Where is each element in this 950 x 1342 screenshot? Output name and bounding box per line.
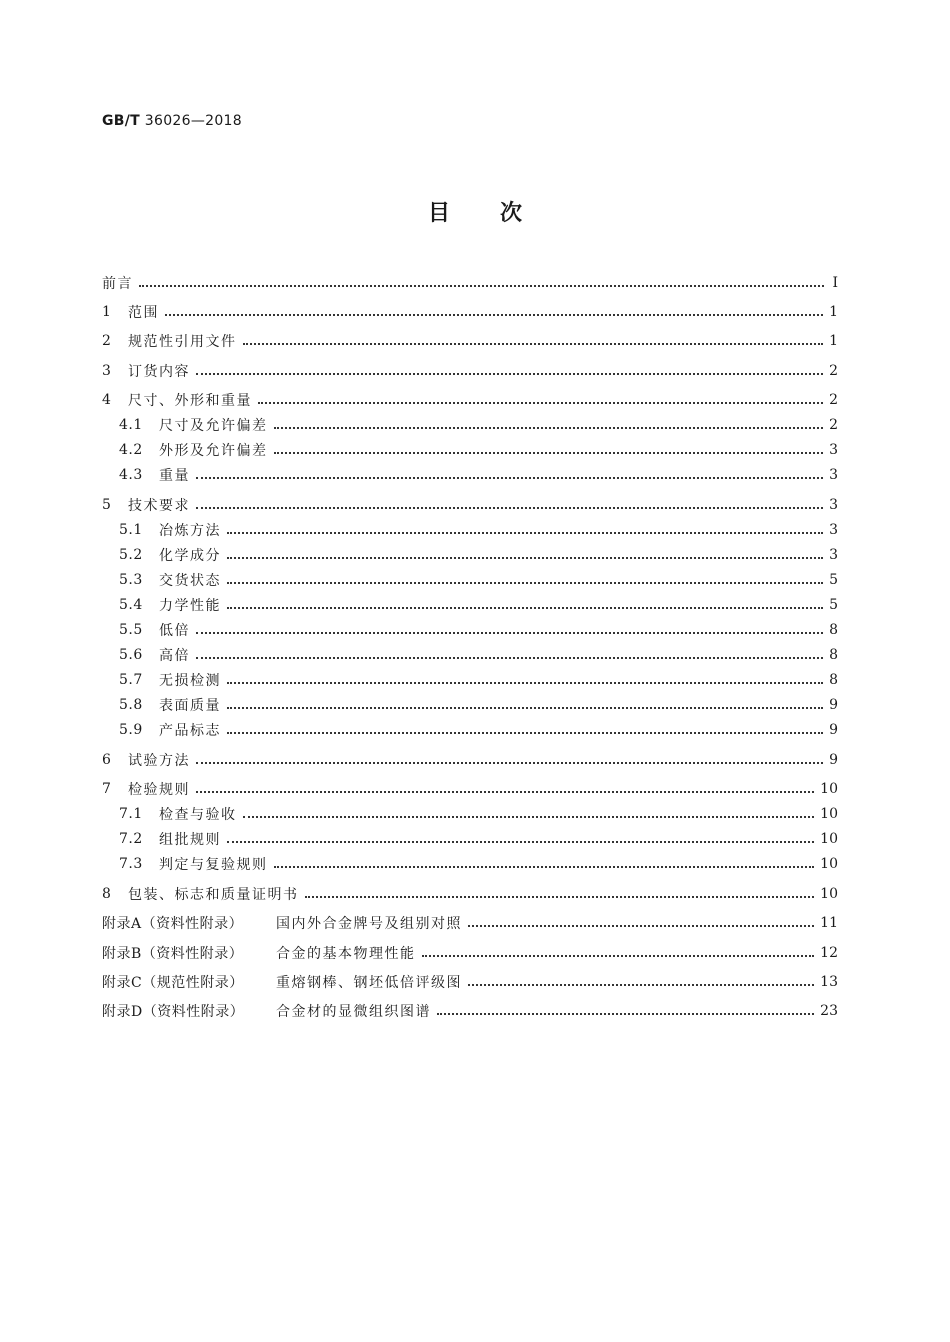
toc-entry[interactable] <box>102 942 838 964</box>
toc-page-number: 9 <box>829 697 838 713</box>
toc-entry-title: 重熔钢棒、钢坯低倍评级图 <box>276 975 462 991</box>
toc-page-number: 3 <box>829 522 838 538</box>
toc-page-number: 2 <box>829 417 838 433</box>
toc-entry[interactable] <box>119 519 838 541</box>
standard-code-prefix: GB/T <box>102 113 141 129</box>
toc-entry[interactable] <box>119 694 838 716</box>
toc-entry-number: 5.8 <box>119 697 143 713</box>
toc-page-number: 10 <box>820 781 838 797</box>
toc-entry-title: 冶炼方法 <box>159 523 221 539</box>
toc-dot-leader <box>227 581 823 584</box>
toc-dot-leader <box>196 631 823 634</box>
toc-entry[interactable] <box>119 544 838 566</box>
toc-dot-leader <box>227 706 823 709</box>
toc-entry-title: 无损检测 <box>159 673 221 689</box>
toc-dot-leader <box>437 1012 814 1015</box>
toc-dot-leader <box>196 656 823 659</box>
toc-entry-title: 交货状态 <box>159 573 221 589</box>
toc-entry-title: 包装、标志和质量证明书 <box>128 887 299 903</box>
toc-entry-number: 附录A（资料性附录） <box>102 916 244 932</box>
toc-page-number: 3 <box>829 497 838 513</box>
toc-entry-number: 5.2 <box>119 547 143 563</box>
toc-page-number: 8 <box>829 672 838 688</box>
toc-dot-leader <box>227 556 823 559</box>
toc-page-number: 5 <box>829 572 838 588</box>
toc-dot-leader <box>258 401 823 404</box>
toc-entry-title: 化学成分 <box>159 548 221 564</box>
toc-entry-number: 3 <box>102 363 112 379</box>
toc-page-number: 13 <box>820 974 838 990</box>
toc-page-number: 9 <box>829 752 838 768</box>
toc-entry[interactable] <box>102 301 838 323</box>
toc-entry[interactable] <box>102 971 838 993</box>
toc-entry-title: 检查与验收 <box>159 807 237 823</box>
toc-entry[interactable] <box>119 464 838 486</box>
toc-dot-leader <box>305 895 815 898</box>
toc-entry-number: 附录D（资料性附录） <box>102 1004 245 1020</box>
toc-entry-number: 4.3 <box>119 467 143 483</box>
toc-page-number: 23 <box>820 1003 838 1019</box>
toc-entry-number: 6 <box>102 752 112 768</box>
toc-entry-number: 4.1 <box>119 417 143 433</box>
toc-entry-number: 4 <box>102 392 112 408</box>
toc-entry-title: 外形及允许偏差 <box>159 443 268 459</box>
toc-entry-title: 高倍 <box>159 648 190 664</box>
toc-page-number: Ⅰ <box>832 275 838 291</box>
toc-entry-title: 重量 <box>159 468 190 484</box>
toc-entry[interactable] <box>102 494 838 516</box>
toc-page-number: 3 <box>829 442 838 458</box>
page-title: 目次 <box>427 201 572 226</box>
toc-dot-leader <box>274 865 815 868</box>
toc-entry-number: 7 <box>102 781 112 797</box>
toc-entry-title: 力学性能 <box>159 598 221 614</box>
toc-dot-leader <box>227 840 814 843</box>
toc-dot-leader <box>243 342 824 345</box>
toc-entry-number: 7.2 <box>119 831 143 847</box>
toc-page-number: 5 <box>829 597 838 613</box>
toc-entry-title: 规范性引用文件 <box>128 334 237 350</box>
toc-dot-leader <box>227 731 823 734</box>
toc-entry-title: 前言 <box>102 276 133 292</box>
toc-entry[interactable] <box>119 569 838 591</box>
toc-page-number: 10 <box>820 831 838 847</box>
toc-entry-title: 国内外合金牌号及组别对照 <box>276 916 462 932</box>
toc-dot-leader <box>274 451 824 454</box>
toc-dot-leader <box>196 506 823 509</box>
toc-page-number: 1 <box>829 333 838 349</box>
toc-entry-number: 7.1 <box>119 806 143 822</box>
toc-entry-number: 1 <box>102 304 112 320</box>
toc-entry-title: 产品标志 <box>159 723 221 739</box>
toc-dot-leader <box>196 372 823 375</box>
toc-entry-number: 2 <box>102 333 112 349</box>
toc-entry[interactable] <box>119 439 838 461</box>
toc-entry-title: 检验规则 <box>128 782 190 798</box>
toc-page-number: 2 <box>829 392 838 408</box>
toc-entry-title: 判定与复验规则 <box>159 857 268 873</box>
toc-entry[interactable] <box>119 414 838 436</box>
toc-dot-leader <box>274 426 824 429</box>
toc-page-number: 12 <box>820 945 838 961</box>
toc-entry[interactable] <box>119 619 838 641</box>
toc-page-number: 2 <box>829 363 838 379</box>
toc-page-number: 3 <box>829 467 838 483</box>
toc-entry-number: 8 <box>102 886 112 902</box>
toc-entry-title: 组批规则 <box>159 832 221 848</box>
toc-page-number: 8 <box>829 647 838 663</box>
toc-page-number: 9 <box>829 722 838 738</box>
toc-entry[interactable] <box>102 749 838 771</box>
toc-entry-number: 5.1 <box>119 522 143 538</box>
toc-page-number: 10 <box>820 886 838 902</box>
toc-entry-title: 试验方法 <box>128 753 190 769</box>
toc-dot-leader <box>196 790 814 793</box>
toc-page-number: 10 <box>820 856 838 872</box>
toc-entry[interactable] <box>102 272 838 294</box>
toc-entry[interactable] <box>102 883 838 905</box>
toc-dot-leader <box>243 815 815 818</box>
toc-entry-number: 附录C（规范性附录） <box>102 975 244 991</box>
toc-entry-title: 技术要求 <box>128 498 190 514</box>
toc-dot-leader <box>196 761 823 764</box>
toc-page-number: 1 <box>829 304 838 320</box>
toc-entry[interactable] <box>119 594 838 616</box>
toc-entry-number: 5.9 <box>119 722 143 738</box>
toc-entry-title: 合金的基本物理性能 <box>276 946 416 962</box>
toc-entry[interactable] <box>119 644 838 666</box>
toc-dot-leader <box>422 954 815 957</box>
toc-entry-number: 5.5 <box>119 622 143 638</box>
toc-entry-title: 范围 <box>128 305 159 321</box>
toc-dot-leader <box>165 313 823 316</box>
toc-entry-number: 5.3 <box>119 572 143 588</box>
toc-entry[interactable] <box>102 330 838 352</box>
toc-entry-number: 4.2 <box>119 442 143 458</box>
toc-dot-leader <box>468 983 814 986</box>
toc-dot-leader <box>227 531 823 534</box>
standard-code <box>102 113 242 129</box>
toc-entry[interactable] <box>102 360 838 382</box>
toc-entry-title: 合金材的显微组织图谱 <box>276 1004 431 1020</box>
toc-entry-title: 低倍 <box>159 623 190 639</box>
toc-entry[interactable] <box>102 778 838 800</box>
toc-entry[interactable] <box>119 669 838 691</box>
toc-entry[interactable] <box>119 719 838 741</box>
toc-entry[interactable] <box>119 828 838 850</box>
toc-entry-number: 5.7 <box>119 672 143 688</box>
toc-entry[interactable] <box>102 1000 838 1022</box>
toc-entry-number: 5 <box>102 497 112 513</box>
toc-entry[interactable] <box>119 803 838 825</box>
toc-entry[interactable] <box>119 853 838 875</box>
toc-entry[interactable] <box>102 912 838 934</box>
toc-page-number: 10 <box>820 806 838 822</box>
toc-dot-leader <box>227 681 823 684</box>
standard-code-number: 36026—2018 <box>144 113 242 129</box>
toc-dot-leader <box>468 924 814 927</box>
toc-dot-leader <box>139 284 824 287</box>
toc-page-number: 8 <box>829 622 838 638</box>
toc-entry[interactable] <box>102 389 838 411</box>
toc-dot-leader <box>196 476 823 479</box>
toc-page-number: 11 <box>820 915 838 931</box>
toc-entry-number: 5.6 <box>119 647 143 663</box>
toc-page-number: 3 <box>829 547 838 563</box>
toc-entry-title: 表面质量 <box>159 698 221 714</box>
toc-entry-number: 5.4 <box>119 597 143 613</box>
toc-dot-leader <box>227 606 823 609</box>
toc-entry-number: 7.3 <box>119 856 143 872</box>
toc-entry-title: 订货内容 <box>128 364 190 380</box>
toc-entry-number: 附录B（资料性附录） <box>102 946 244 962</box>
toc-entry-title: 尺寸及允许偏差 <box>159 418 268 434</box>
toc-entry-title: 尺寸、外形和重量 <box>128 393 252 409</box>
